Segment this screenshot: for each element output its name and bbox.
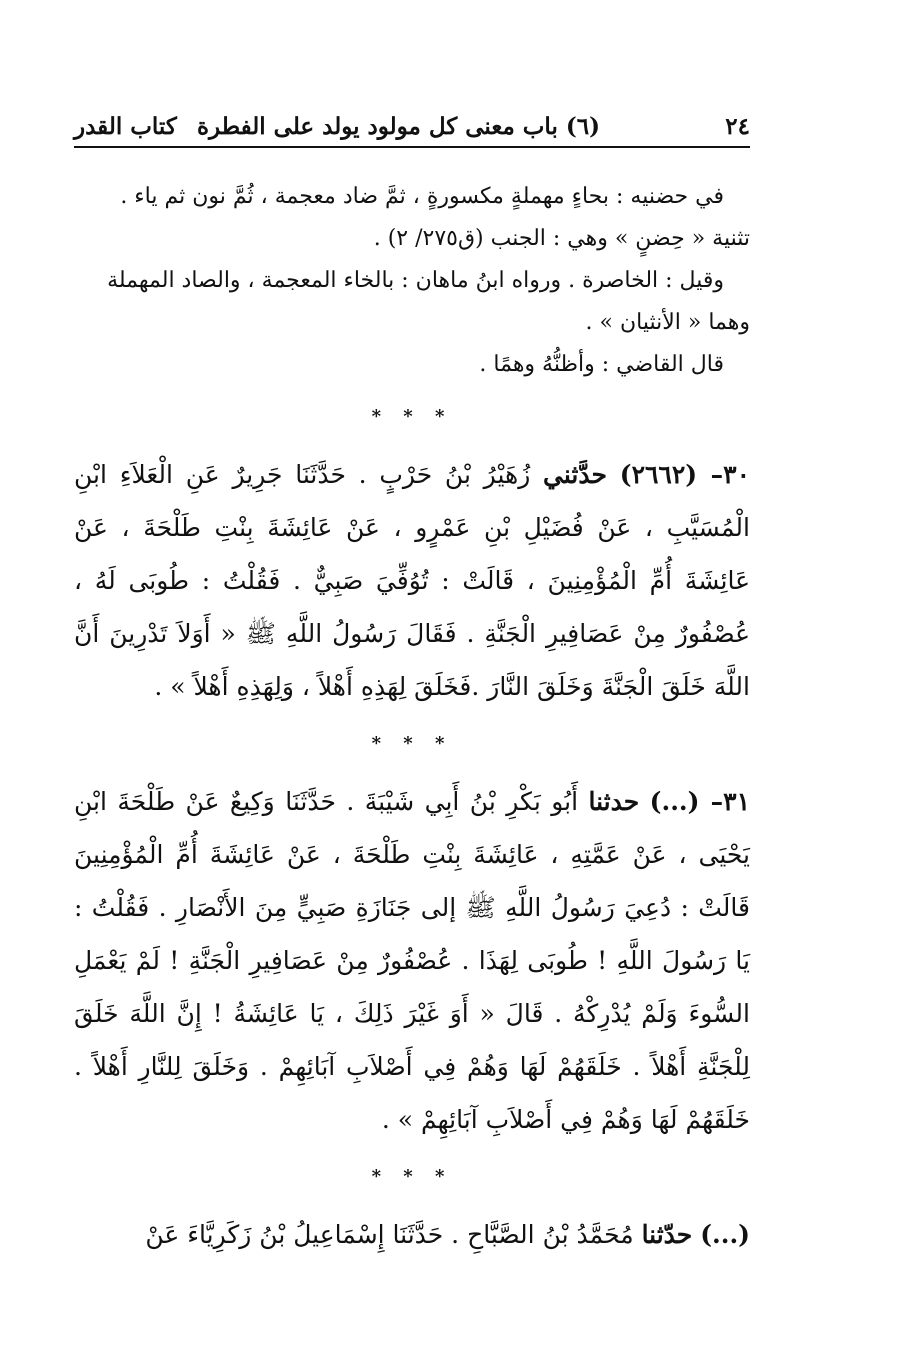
- hadith-number: ٣٠– (٢٦٦٢): [619, 460, 750, 489]
- hadith-number: (...): [700, 1220, 750, 1249]
- section-separator: * * *: [371, 1166, 453, 1187]
- note-line: وهما « الأنثيان » .: [585, 310, 750, 335]
- book-title: كتاب القدر: [74, 113, 177, 140]
- hadith-next: [74, 1208, 750, 1261]
- note-line: قال القاضي : وأظنُّهُ وهمًا .: [479, 352, 724, 377]
- hadith-lead-word: حدثنا: [588, 787, 640, 816]
- hadith-text: زُهَيْرُ بْنُ حَرْبٍ . حَدَّثَنَا جَرِيرٌ عَنِ الْعَلاَءِ ابْنِ الْمُسَيَّبِ ، عَنْ فُضَيْلِ بْنِ عَمْرٍو ، عَنْ عَائِشَةَ بِنْتِ طَلْحَةَ ، عَنْ عَائِشَةَ أُمِّ الْمُؤْمِنِينَ ، قَالَتْ : تُوُفِّيَ صَبِيٌّ . فَقُلْتُ : طُوبَى لَهُ ، عُصْفُورٌ مِنْ عَصَافِيرِ الْجَنَّةِ . فَقَالَ رَسُولُ اللَّهِ ﷺ « أَوَلاَ تَدْرِينَ أَنَّ اللَّهَ خَلَقَ الْجَنَّةَ وَخَلَقَ النَّارَ .فَخَلَقَ لِهَذِهِ أَهْلاً ، وَلِهَذِهِ أَهْلاً » .: [74, 460, 750, 701]
- hadith-lead-word: حدَّثني: [543, 460, 607, 489]
- section-separator: * * *: [371, 406, 453, 427]
- note-line: وقيل : الخاصرة . ورواه ابنُ ماهان : بالخاء المعجمة ، والصاد المهملة: [107, 268, 724, 293]
- section-separator: * * *: [371, 733, 453, 754]
- chapter-title: (٦) باب معنى كل مولود يولد على الفطرة: [197, 113, 600, 140]
- book-page: [74, 108, 750, 1261]
- hadith-number: ٣١– (...): [649, 787, 751, 816]
- hadith-31: [74, 775, 750, 1146]
- page-number: ٢٤: [725, 113, 750, 140]
- note-line: تثنية « حِضنٍ » وهي : الجنب (ق٢٧٥/ ٢) .: [373, 226, 750, 251]
- hadith-text: مُحَمَّدُ بْنُ الصَّبَّاحِ . حَدَّثَنَا إِسْمَاعِيلُ بْنُ زَكَرِيَّاءَ عَنْ: [145, 1220, 634, 1249]
- hadith-lead-word: حدّثنا: [641, 1220, 693, 1249]
- page-header: [74, 108, 750, 148]
- hadith-30: [74, 448, 750, 713]
- hadith-text: أَبُو بَكْرِ بْنُ أَبِي شَيْبَةَ . حَدَّثَنَا وَكِيعٌ عَنْ طَلْحَةَ ابْنِ يَحْيَى ، عَنْ عَمَّتِهِ ، عَائِشَةَ بِنْتِ طَلْحَةَ ، عَنْ عَائِشَةَ أُمِّ الْمُؤْمِنِينَ قَالَتْ : دُعِيَ رَسُولُ اللَّهِ ﷺ إلى جَنَازَةِ صَبِيٍّ مِنَ الأَنْصَارِ . فَقُلْتُ : يَا رَسُولَ اللَّهِ ! طُوبَى لِهَذَا . عُصْفُورٌ مِنْ عَصَافِيرِ الْجَنَّةِ ! لَمْ يَعْمَلِ السُّوءَ وَلَمْ يُدْرِكْهُ . قَالَ « أَوَ غَيْرَ ذَلِكَ ، يَا عَائِشَةُ ! إِنَّ اللَّهَ خَلَقَ لِلْجَنَّةِ أَهْلاً . خَلَقَهُمْ لَهَا وَهُمْ فِي أَصْلاَبِ آبَائِهِمْ . وَخَلَقَ لِلنَّارِ أَهْلاً . خَلَقَهُمْ لَهَا وَهُمْ فِي أَصْلاَبِ آبَائِهِمْ » .: [74, 787, 750, 1134]
- commentary-notes: [74, 176, 750, 386]
- note-line: في حضنيه : بحاءٍ مهملةٍ مكسورةٍ ، ثمَّ ضاد معجمة ، ثُمَّ نون ثم ياء .: [120, 184, 724, 209]
